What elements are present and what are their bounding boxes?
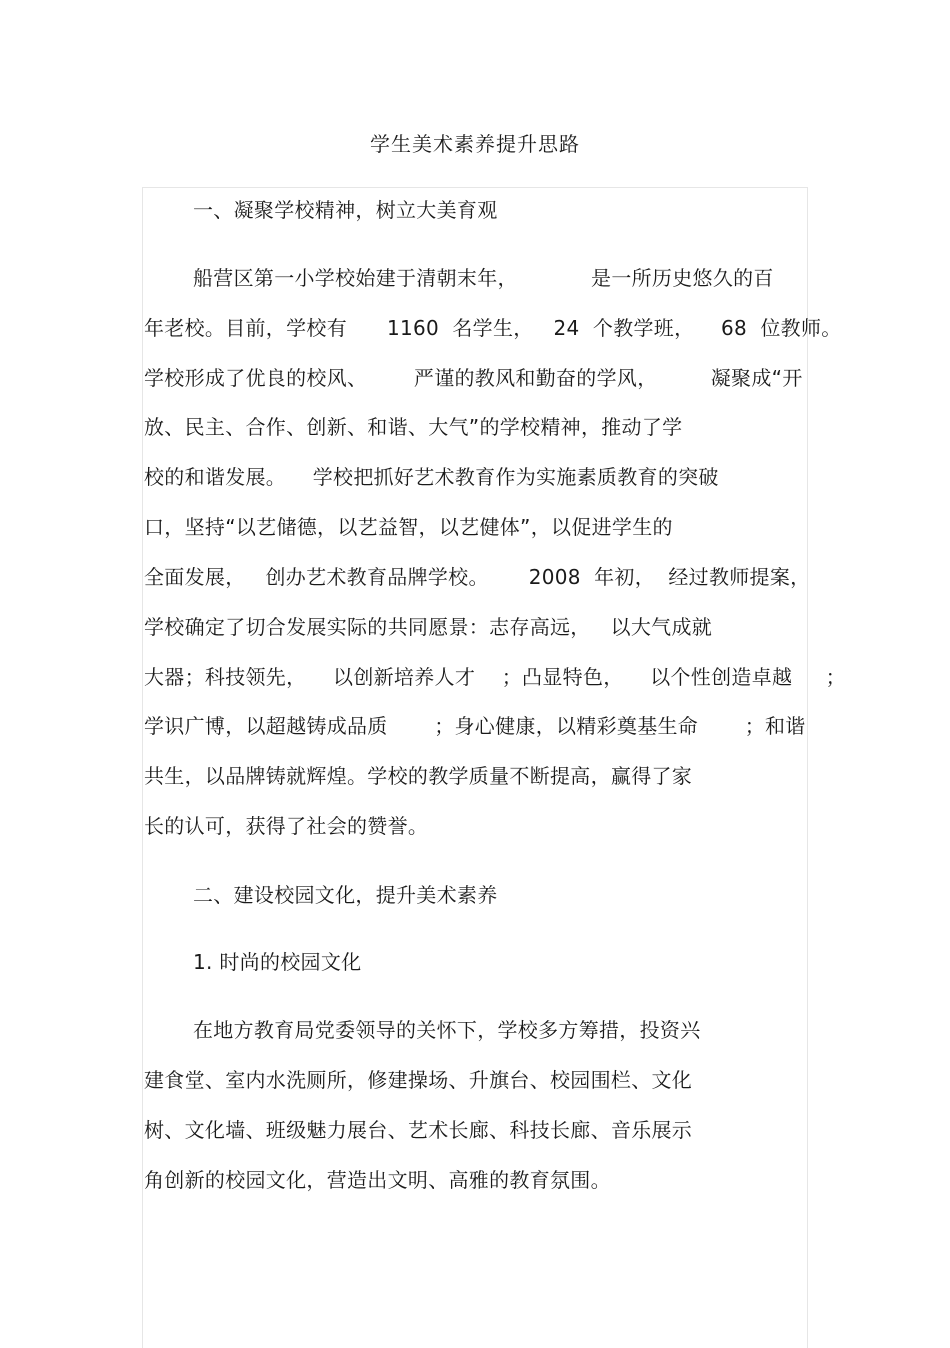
paragraph-line: 在地方教育局党委领导的关怀下，学校多方筹措，投资兴 [193,1018,701,1042]
paragraph-line: 学校形成了优良的校风、 严谨的教风和勤奋的学风， 凝聚成“开 [144,366,803,390]
paragraph-line: 口，坚持“以艺储德，以艺益智，以艺健体”，以促进学生的 [144,515,673,539]
paragraph-line: 角创新的校园文化，营造出文明、高雅的教育氛围。 [144,1168,611,1192]
paragraph-line: 建食堂、室内水洗厕所，修建操场、升旗台、校园围栏、文化 [144,1068,693,1092]
section1-heading: 一、凝聚学校精神，树立大美育观 [193,198,498,222]
paragraph-line: 放、民主、合作、创新、和谐、大气”的学校精神，推动了学 [144,415,683,439]
paragraph-line: 树、文化墙、班级魅力展台、艺术长廊、科技长廊、音乐展示 [144,1118,693,1142]
paragraph-line: 共生，以品牌铸就辉煌。学校的教学质量不断提高，赢得了家 [144,764,693,788]
paragraph-line: 年老校。目前，学校有 1160 名学生， 24 个教学班， 68 位教师。 [144,316,842,340]
section2-subheading: 1. 时尚的校园文化 [193,950,362,974]
paragraph-line: 长的认可，获得了社会的赞誉。 [144,814,429,838]
paragraph-line: 校的和谐发展。 学校把抓好艺术教育作为实施素质教育的突破 [144,465,719,489]
page-title: 学生美术素养提升思路 [370,132,580,156]
paragraph-line: 大器；科技领先， 以创新培养人才 ；凸显特色， 以个性创造卓越 ； [144,665,846,689]
paragraph-line: 全面发展， 创办艺术教育品牌学校。 2008 年初， 经过教师提案， [144,565,811,589]
paragraph-line: 学识广博，以超越铸成品质 ；身心健康，以精彩奠基生命 ；和谐 [144,714,806,738]
paragraph-line: 船营区第一小学校始建于清朝末年， 是一所历史悠久的百 [193,266,774,290]
paragraph-line: 学校确定了切合发展实际的共同愿景：志存高远， 以大气成就 [144,615,713,639]
section2-heading: 二、建设校园文化，提升美术素养 [193,883,498,907]
